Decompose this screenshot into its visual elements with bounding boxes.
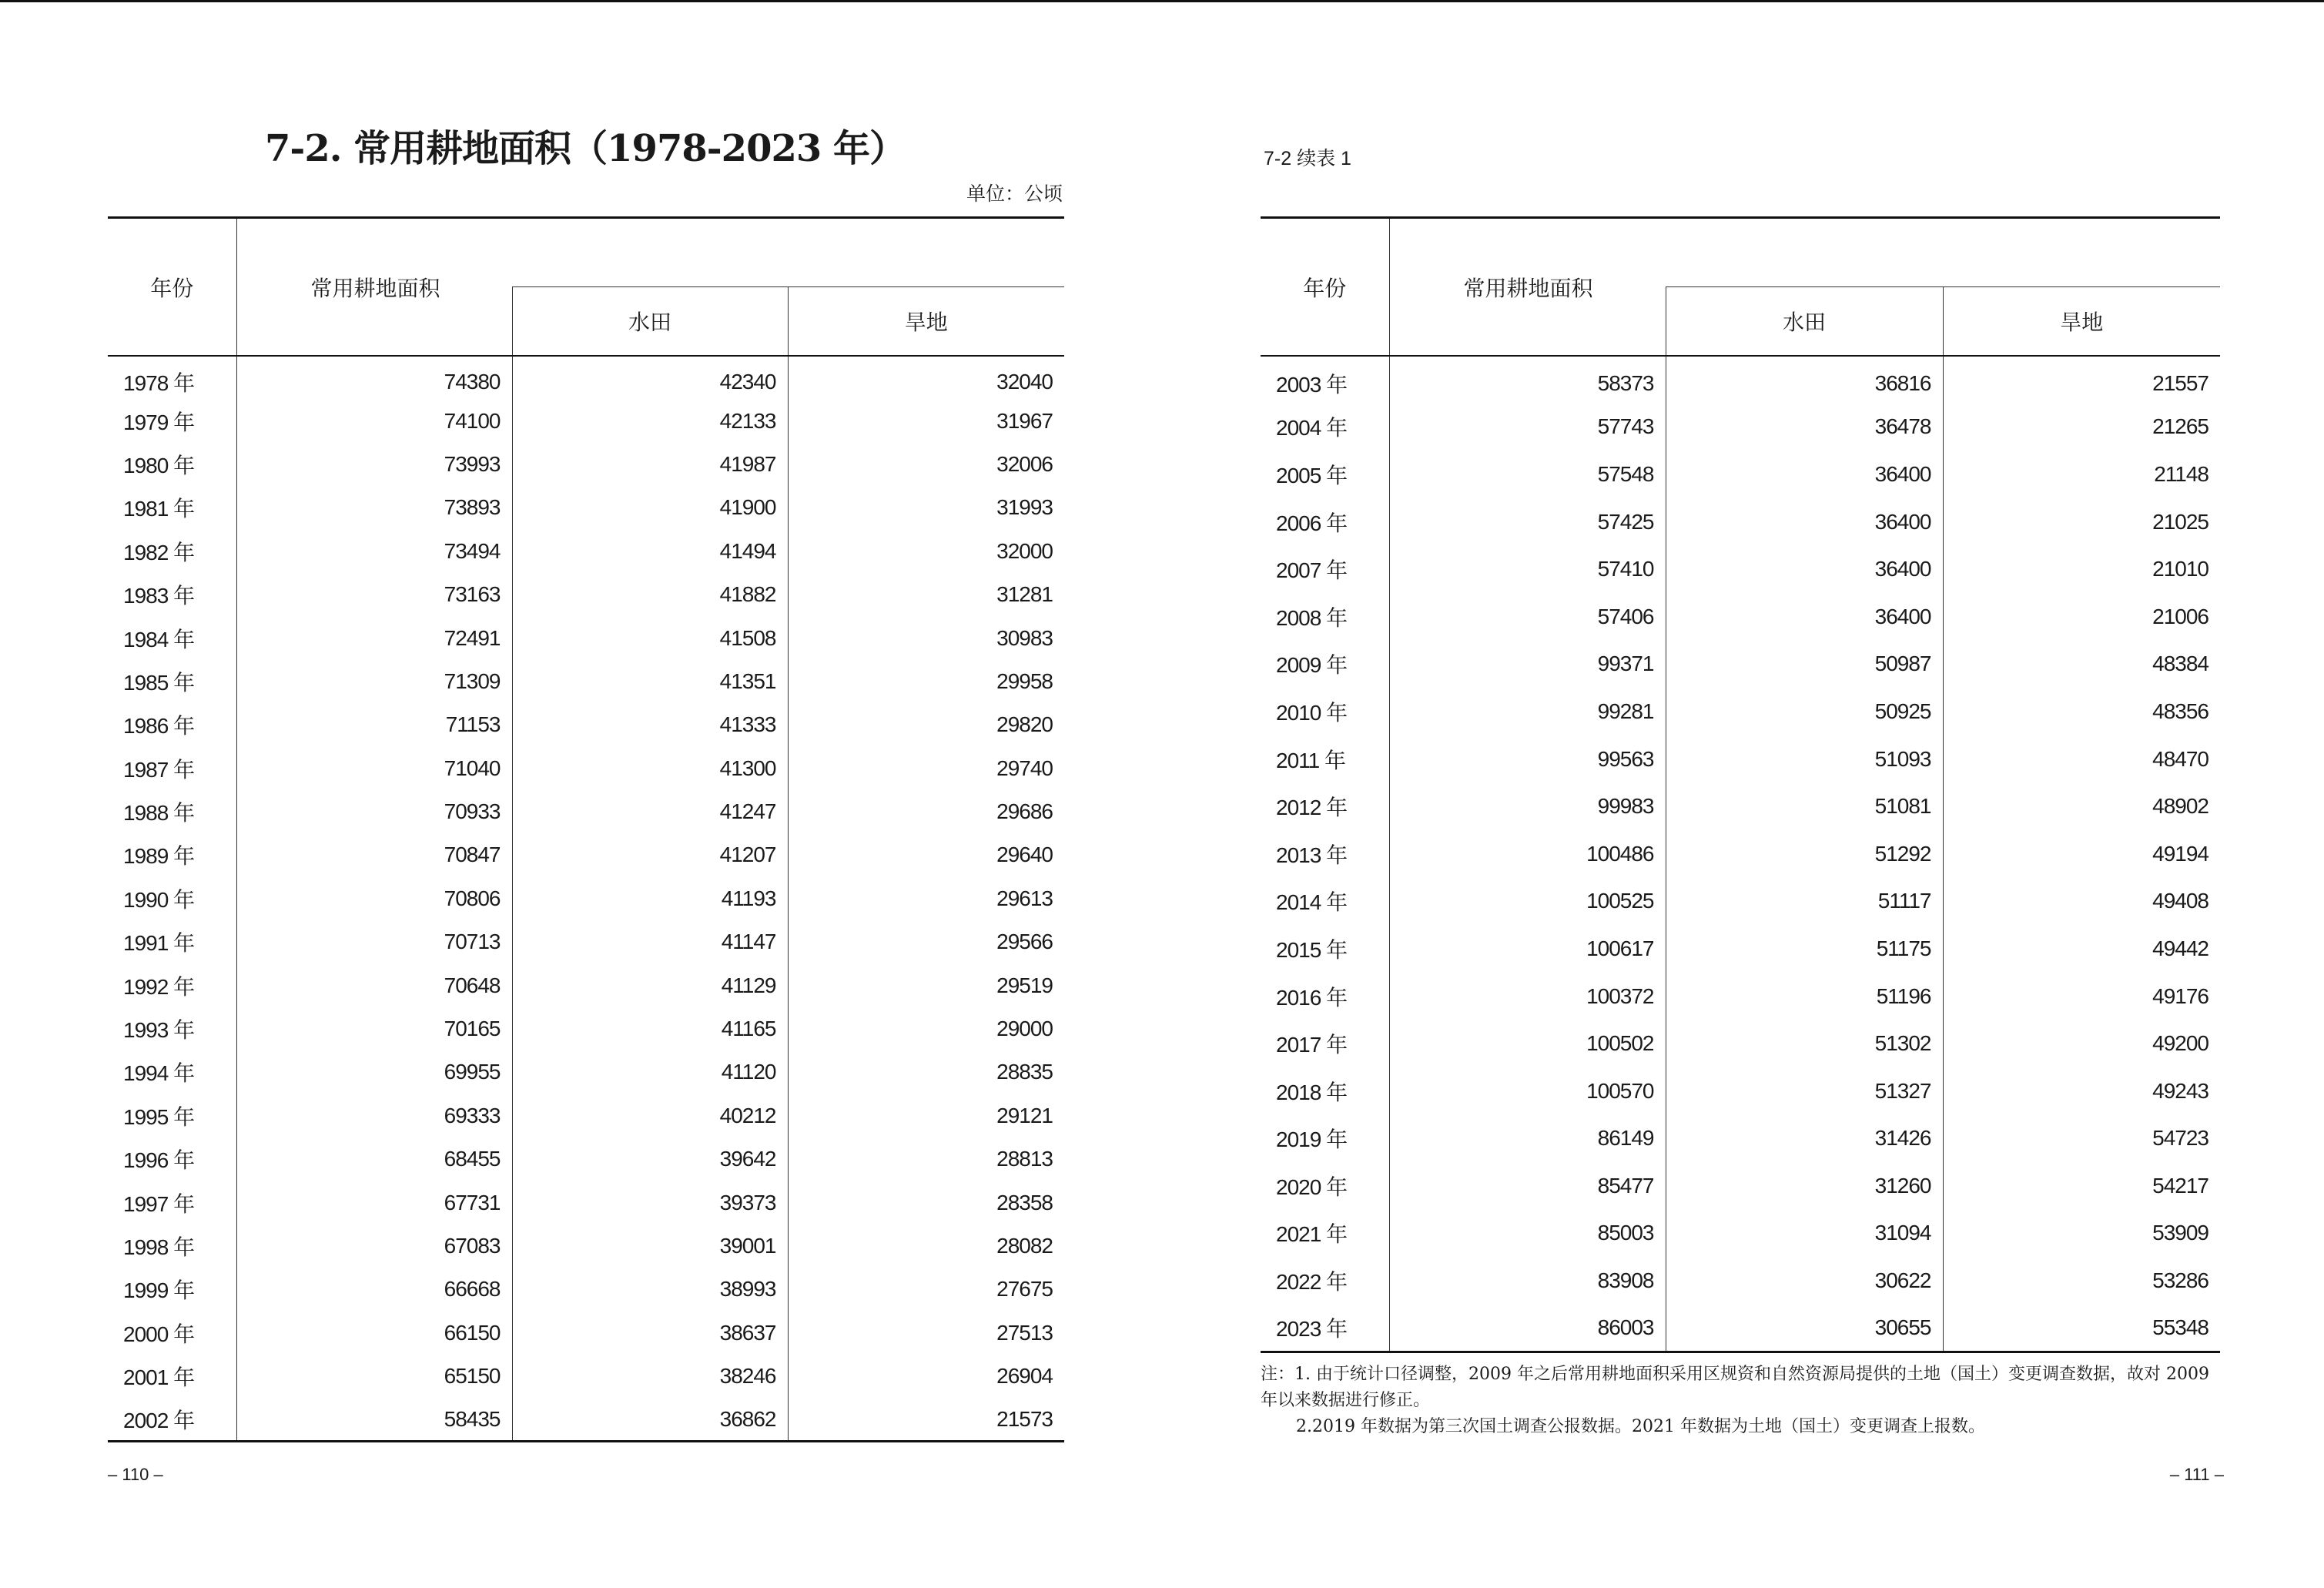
dry-land-cell: 21010 [1943,545,2220,593]
year-cell: 2019 年 [1261,1115,1389,1163]
paddy-field-cell: 39373 [512,1181,788,1224]
year-cell: 2008 年 [1261,593,1389,641]
year-cell: 2010 年 [1261,688,1389,735]
dry-land-cell: 26904 [788,1355,1064,1398]
paddy-field-cell: 38993 [512,1268,788,1311]
paddy-field-cell: 31260 [1666,1162,1943,1210]
dry-land-cell: 55348 [1943,1305,2220,1352]
year-cell: 2006 年 [1261,498,1389,546]
paddy-field-cell: 50925 [1666,688,1943,735]
table-row [108,530,1064,573]
dry-land-cell: 53909 [1943,1210,2220,1258]
paddy-field-cell: 50987 [1666,641,1943,688]
total-area-cell: 70648 [444,973,501,997]
dry-land-cell: 48902 [1943,782,2220,830]
total-area-cell: 70847 [444,843,501,867]
paddy-field-cell: 51081 [1666,782,1943,830]
year-cell: 2003 年 [1261,356,1389,404]
total-area-cell: 67083 [444,1234,501,1258]
total-area-cell: 73893 [444,495,501,520]
table-row [1261,451,2220,498]
total-area-cell: 71153 [445,712,501,737]
dry-land-cell: 48384 [1943,641,2220,688]
paddy-field-cell: 38246 [512,1355,788,1398]
farmland-table-part2 [1261,216,2220,1353]
paddy-field-cell: 42340 [512,356,788,399]
total-area-cell: 68455 [444,1147,501,1171]
dry-land-cell: 48356 [1943,688,2220,735]
dry-land-cell: 29686 [788,790,1064,833]
year-cell: 1992 年 [108,963,236,1007]
table-row [108,1268,1064,1311]
dry-land-cell: 29740 [788,747,1064,790]
year-cell: 2002 年 [108,1398,236,1441]
dry-land-cell: 21265 [1943,404,2220,451]
table-row [1261,1020,2220,1067]
year-cell: 1984 年 [108,616,236,659]
table-body [108,356,1064,1442]
paddy-field-cell: 39001 [512,1225,788,1268]
dry-land-cell: 49408 [1943,878,2220,926]
year-cell: 2009 年 [1261,641,1389,688]
year-cell: 2021 年 [1261,1210,1389,1258]
table-row [108,1312,1064,1355]
dry-land-cell: 21025 [1943,498,2220,546]
total-area-cell: 57548 [1597,461,1654,486]
total-area-cell: 71309 [444,668,501,693]
paddy-field-cell: 51292 [1666,830,1943,878]
total-area-cell: 99563 [1597,746,1654,771]
total-area-cell: 74100 [444,408,501,433]
year-cell: 1985 年 [108,660,236,703]
header-row [1261,218,2220,287]
table-row [1261,925,2220,973]
table-row [108,833,1064,876]
year-cell: 2001 年 [108,1355,236,1398]
total-area-cell: 58435 [236,1398,512,1441]
total-area-cell: 70713 [444,930,501,954]
total-area-cell: 58373 [1597,371,1654,396]
table-body [1261,356,2220,1352]
dry-land-cell: 31967 [788,399,1064,442]
total-area-cell: 70165 [444,1017,501,1041]
year-cell: 2011 年 [1261,735,1389,783]
paddy-field-cell: 31426 [1666,1115,1943,1163]
total-area-cell: 100372 [1586,983,1654,1008]
year-cell: 2013 年 [1261,830,1389,878]
year-cell: 1999 年 [108,1268,236,1311]
total-area-cell: 99983 [1597,794,1654,819]
year-cell: 1982 年 [108,530,236,573]
paddy-field-cell: 51302 [1666,1020,1943,1067]
table-row [1261,1067,2220,1115]
year-cell: 1991 年 [108,920,236,963]
year-cell: 2000 年 [108,1312,236,1355]
paddy-field-cell: 51327 [1666,1067,1943,1115]
dry-land-cell: 30983 [788,616,1064,659]
table-row [108,1007,1064,1050]
dry-land-cell: 54723 [1943,1115,2220,1163]
year-cell: 1981 年 [108,486,236,529]
year-cell: 2015 年 [1261,925,1389,973]
paddy-field-cell: 36816 [1666,356,1943,404]
header-dry: 旱地 [788,287,1064,357]
year-cell: 1983 年 [108,573,236,616]
table-row [108,703,1064,746]
paddy-field-cell: 41247 [512,790,788,833]
paddy-field-cell: 41351 [512,660,788,703]
paddy-field-cell: 41193 [512,877,788,920]
dry-land-cell: 31281 [788,573,1064,616]
table-row [108,1225,1064,1268]
dry-land-cell: 53286 [1943,1257,2220,1305]
total-area-cell: 74380 [444,369,501,394]
total-area-cell: 86149 [1597,1126,1654,1151]
total-area-cell: 85477 [1597,1173,1654,1198]
year-cell: 1978 年 [108,356,236,399]
paddy-field-cell: 39642 [512,1137,788,1181]
total-area-cell: 66668 [444,1277,501,1302]
table-row [108,1355,1064,1398]
dry-land-cell: 32000 [788,530,1064,573]
paddy-field-cell: 41333 [512,703,788,746]
table-row [108,660,1064,703]
dry-land-cell: 32006 [788,443,1064,486]
year-cell: 2022 年 [1261,1257,1389,1305]
table-row [1261,1257,2220,1305]
dry-land-cell: 28835 [788,1050,1064,1094]
paddy-field-cell: 40212 [512,1094,788,1137]
total-area-cell: 73163 [444,582,501,607]
paddy-field-cell: 41207 [512,833,788,876]
dry-land-cell: 28358 [788,1181,1064,1224]
paddy-field-cell: 41494 [512,530,788,573]
paddy-field-cell: 41900 [512,486,788,529]
total-area-cell: 100570 [1586,1078,1654,1103]
header-year: 年份 [108,218,236,357]
paddy-field-cell: 30622 [1666,1257,1943,1305]
paddy-field-cell: 36400 [1666,545,1943,593]
paddy-field-cell: 42133 [512,399,788,442]
table-row [1261,878,2220,926]
header-year: 年份 [1261,218,1389,357]
table-row [1261,545,2220,593]
page-number: – 110 – [108,1465,163,1484]
table-row [1261,498,2220,546]
total-area-cell: 57410 [1597,557,1654,581]
total-area-cell: 57743 [1597,414,1654,439]
total-area-cell: 65150 [444,1364,501,1389]
paddy-field-cell: 41300 [512,747,788,790]
table-row [1261,688,2220,735]
total-area-cell: 57425 [1597,509,1654,534]
year-cell: 2018 年 [1261,1067,1389,1115]
total-area-cell: 70933 [444,799,501,824]
total-area-cell: 69955 [444,1060,501,1084]
dry-land-cell: 49243 [1943,1067,2220,1115]
year-cell: 1990 年 [108,877,236,920]
total-area-cell: 72491 [444,625,501,650]
total-area-cell: 100525 [1586,889,1654,913]
paddy-field-cell: 41987 [512,443,788,486]
dry-land-cell: 28813 [788,1137,1064,1181]
total-area-cell: 69333 [444,1103,501,1127]
table-row [108,399,1064,442]
header-group-spacer [1666,218,2220,287]
dry-land-cell: 32040 [788,356,1064,399]
continued-table-label: 7-2 续表 1 [1264,148,1351,169]
total-area-cell: 73993 [444,451,501,476]
year-cell: 1998 年 [108,1225,236,1268]
paddy-field-cell: 31094 [1666,1210,1943,1258]
year-cell: 1997 年 [108,1181,236,1224]
table-row [1261,1115,2220,1163]
table-row [108,747,1064,790]
table-row [108,1094,1064,1137]
paddy-field-cell: 41882 [512,573,788,616]
total-area-cell: 66150 [444,1320,501,1345]
dry-land-cell: 31993 [788,486,1064,529]
dry-land-cell: 27513 [788,1312,1064,1355]
table-row [108,1050,1064,1094]
table-row [108,1398,1064,1441]
dry-land-cell: 49194 [1943,830,2220,878]
dry-land-cell: 21557 [1943,356,2220,404]
dry-land-cell: 54217 [1943,1162,2220,1210]
paddy-field-cell: 36478 [1666,404,1943,451]
unit-label: 单位：公顷 [966,183,1063,205]
farmland-table-part1 [108,216,1064,1442]
total-area-cell: 100502 [1586,1031,1654,1056]
year-cell: 1995 年 [108,1094,236,1137]
table-row [1261,782,2220,830]
paddy-field-cell: 41508 [512,616,788,659]
table-row [1261,593,2220,641]
note-2: 2.2019 年数据为第三次国土调查公报数据。2021 年数据为土地（国土）变更调查上报数。 [1296,1417,1985,1436]
table-title: 7-2. 常用耕地面积（1978-2023 年） [265,127,906,170]
year-cell: 1988 年 [108,790,236,833]
paddy-field-cell: 41120 [512,1050,788,1094]
table-row [1261,356,2220,404]
year-cell: 2020 年 [1261,1162,1389,1210]
header-dry: 旱地 [1943,287,2220,357]
year-cell: 2017 年 [1261,1020,1389,1067]
total-area-cell: 100617 [1586,936,1654,960]
paddy-field-cell: 51117 [1666,878,1943,926]
table-row [1261,735,2220,783]
table-row [108,443,1064,486]
paddy-field-cell: 51175 [1666,925,1943,973]
year-cell: 2014 年 [1261,878,1389,926]
paddy-field-cell: 38637 [512,1312,788,1355]
total-area-cell: 70806 [444,886,501,910]
dry-land-cell: 49176 [1943,973,2220,1020]
year-cell: 1989 年 [108,833,236,876]
total-area-cell: 71040 [444,755,501,780]
paddy-field-cell: 41165 [512,1007,788,1050]
table-row [108,616,1064,659]
total-area-cell: 85003 [1597,1221,1654,1245]
year-cell: 1996 年 [108,1137,236,1181]
dry-land-cell: 29820 [788,703,1064,746]
year-cell: 2005 年 [1261,451,1389,498]
dry-land-cell: 21573 [788,1398,1064,1441]
table-row [108,356,1064,399]
total-area-cell: 83908 [1597,1268,1654,1293]
table-notes [1261,1362,2223,1440]
dry-land-cell: 21006 [1943,593,2220,641]
dry-land-cell: 29640 [788,833,1064,876]
table-row [108,963,1064,1007]
header-group-spacer [512,218,1064,287]
dry-land-cell: 21148 [1943,451,2220,498]
paddy-field-cell: 36400 [1666,593,1943,641]
dry-land-cell: 29519 [788,963,1064,1007]
table-row [108,877,1064,920]
year-cell: 2012 年 [1261,782,1389,830]
paddy-field-cell: 36862 [512,1398,788,1441]
total-area-cell: 99281 [1597,699,1654,723]
table-row [108,573,1064,616]
table-row [1261,404,2220,451]
year-cell: 1980 年 [108,443,236,486]
dry-land-cell: 49442 [1943,925,2220,973]
dry-land-cell: 29566 [788,920,1064,963]
paddy-field-cell: 30655 [1666,1305,1943,1352]
page-number: – 111 – [2169,1465,2224,1484]
table-row [1261,1210,2220,1258]
note-1: 注：1. 由于统计口径调整，2009 年之后常用耕地面积采用区规资和自然资源局提供的土地（国土）变更调查数据，故对 2009 年以来数据进行修正。 [1261,1365,2209,1410]
total-area-cell: 100486 [1586,841,1654,866]
dry-land-cell: 29958 [788,660,1064,703]
total-area-cell: 57406 [1597,604,1654,628]
header-total: 常用耕地面积 [236,218,512,357]
table-row [108,1181,1064,1224]
header-paddy: 水田 [512,287,788,357]
year-cell: 2023 年 [1261,1305,1389,1352]
dry-land-cell: 29121 [788,1094,1064,1137]
dry-land-cell: 29613 [788,877,1064,920]
total-area-cell: 99371 [1597,652,1654,676]
dry-land-cell: 29000 [788,1007,1064,1050]
table-row [108,1137,1064,1181]
table-row [1261,1305,2220,1352]
dry-land-cell: 49200 [1943,1020,2220,1067]
right-page [1162,0,2324,1588]
dry-land-cell: 48470 [1943,735,2220,783]
paddy-field-cell: 51093 [1666,735,1943,783]
year-cell: 2004 年 [1261,404,1389,451]
paddy-field-cell: 36400 [1666,451,1943,498]
header-row [108,218,1064,287]
year-cell: 1994 年 [108,1050,236,1094]
table-row [1261,973,2220,1020]
year-cell: 2007 年 [1261,545,1389,593]
table-row [1261,1162,2220,1210]
total-area-cell: 73494 [444,538,501,563]
table-row [1261,641,2220,688]
year-cell: 1993 年 [108,1007,236,1050]
header-paddy: 水田 [1666,287,1943,357]
paddy-field-cell: 36400 [1666,498,1943,546]
table-row [1261,830,2220,878]
paddy-field-cell: 51196 [1666,973,1943,1020]
total-area-cell: 86003 [1389,1305,1666,1352]
table-row [108,790,1064,833]
table-row [108,486,1064,529]
year-cell: 1986 年 [108,703,236,746]
total-area-cell: 67731 [444,1190,501,1214]
dry-land-cell: 28082 [788,1225,1064,1268]
dry-land-cell: 27675 [788,1268,1064,1311]
year-cell: 2016 年 [1261,973,1389,1020]
year-cell: 1979 年 [108,399,236,442]
year-cell: 1987 年 [108,747,236,790]
table-row [108,920,1064,963]
paddy-field-cell: 41129 [512,963,788,1007]
paddy-field-cell: 41147 [512,920,788,963]
header-total: 常用耕地面积 [1389,218,1666,357]
